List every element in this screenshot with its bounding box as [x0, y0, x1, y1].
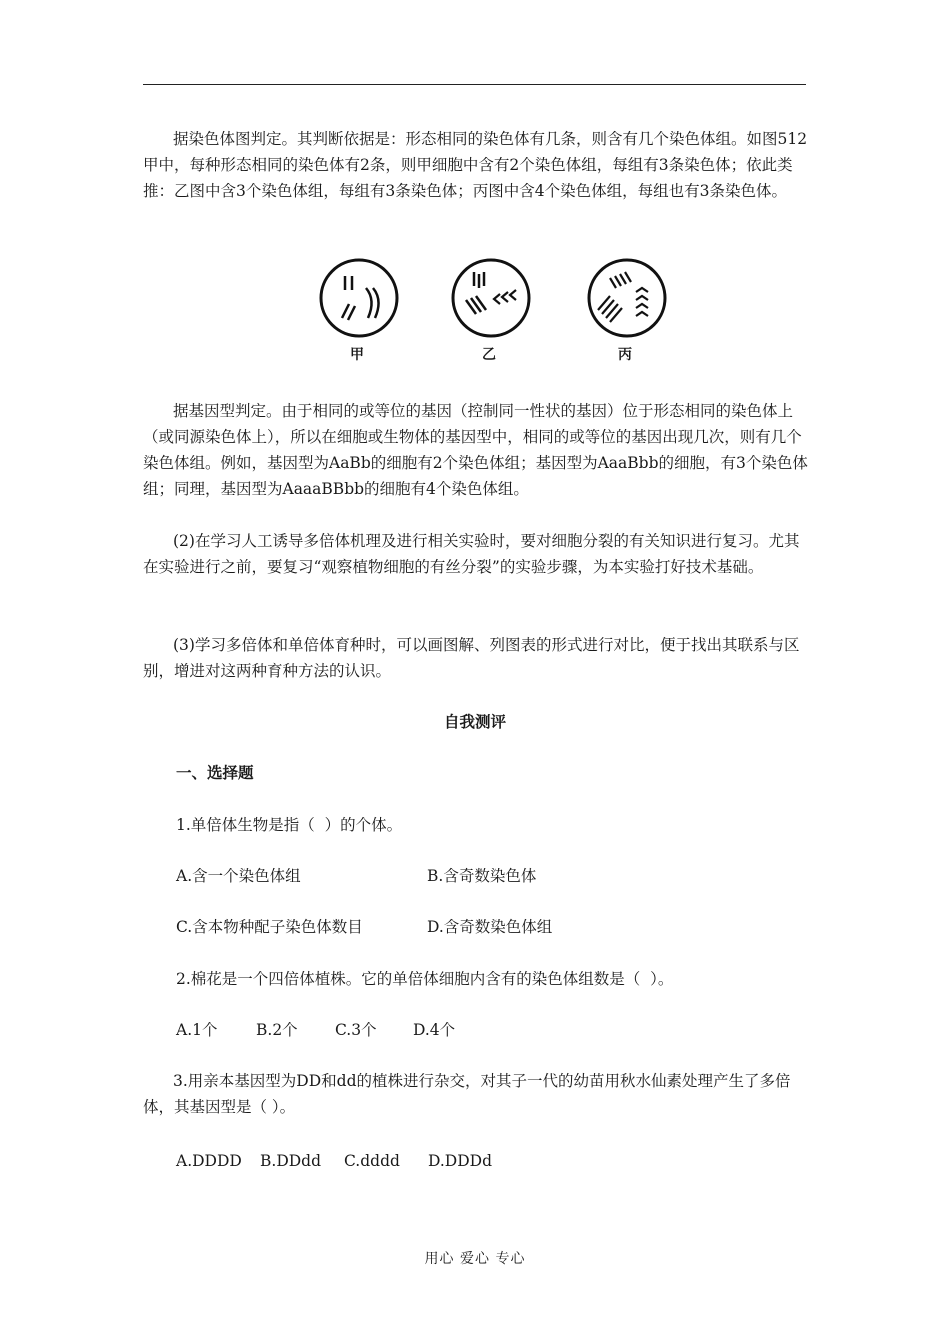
subsection-title: 一、选择题 — [176, 763, 254, 782]
question-1-stem: 1.单倍体生物是指（ ）的个体。 — [176, 816, 403, 834]
question-1-option-a: A.含一个染色体组 — [176, 867, 301, 885]
header-rule — [143, 84, 806, 85]
question-1-option-b: B.含奇数染色体 — [427, 867, 537, 885]
cell-yi-diagram — [448, 258, 538, 338]
cell-bing-diagram — [584, 258, 674, 338]
section-title: 自我测评 — [443, 712, 506, 731]
cell-yi — [448, 258, 538, 363]
caption-yi: 乙 — [482, 347, 496, 363]
cell-jia — [316, 258, 406, 363]
question-3-stem: 3.用亲本基因型为DD和dd的植株进行杂交，对其子一代的幼苗用秋水仙素处理产生了多倍体，其基因型是（ ）。 — [143, 1072, 791, 1116]
paragraph-chromosome-figure: 据染色体图判定。其判断依据是：形态相同的染色体有几条，则含有几个染色体组。如图512甲中，每种形态相同的染色体有2条，则甲细胞中含有2个染色体组，每组有3条染色体；依此类推：乙图中含3个染色体组，每组有3条染色体；丙图中含4个染色体组，每组也有3条染色体。 — [143, 130, 808, 200]
question-2-option-b: B.2个 — [256, 1021, 298, 1039]
question-2-option-d: D.4个 — [413, 1021, 456, 1039]
question-2-stem: 2.棉花是一个四倍体植株。它的单倍体细胞内含有的染色体组数是（ ）。 — [176, 970, 674, 988]
question-3-option-a: A.DDDD — [176, 1152, 242, 1170]
question-3-option-c: C.dddd — [344, 1152, 400, 1170]
cell-jia-diagram — [316, 258, 406, 338]
question-1-option-c: C.含本物种配子染色体数目 — [176, 918, 363, 936]
question-2-option-c: C.3个 — [335, 1021, 377, 1039]
question-2-option-a: A.1个 — [176, 1021, 218, 1039]
chromosome-figure — [316, 258, 676, 366]
caption-jia: 甲 — [350, 347, 364, 363]
question-3-option-b: B.DDdd — [260, 1152, 322, 1170]
caption-bing: 丙 — [618, 347, 632, 363]
page-footer: 用心 爱心 专心 — [424, 1251, 526, 1267]
cell-bing — [584, 258, 674, 363]
paragraph-breeding: (3)学习多倍体和单倍体育种时，可以画图解、列图表的形式进行对比，便于找出其联系与区别，增进对这两种育种方法的认识。 — [143, 636, 800, 680]
paragraph-genotype: 据基因型判定。由于相同的或等位的基因（控制同一性状的基因）位于形态相同的染色体上（或同源染色体上），所以在细胞或生物体的基因型中，相同的或等位的基因出现几次，则有几个染色体组。例如，基因型为AaBb的细胞有2个染色体组；基因型为AaaBbb的细胞，有3个染色体组；同理，基因型为AaaaBBbb的细胞有4个染色体组。 — [143, 402, 808, 498]
question-3-option-d: D.DDDd — [428, 1152, 493, 1170]
paragraph-experiment: (2)在学习人工诱导多倍体机理及进行相关实验时，要对细胞分裂的有关知识进行复习。尤其在实验进行之前，要复习“观察植物细胞的有丝分裂”的实验步骤，为本实验打好技术基础。 — [143, 532, 800, 576]
question-1-option-d: D.含奇数染色体组 — [427, 918, 553, 936]
